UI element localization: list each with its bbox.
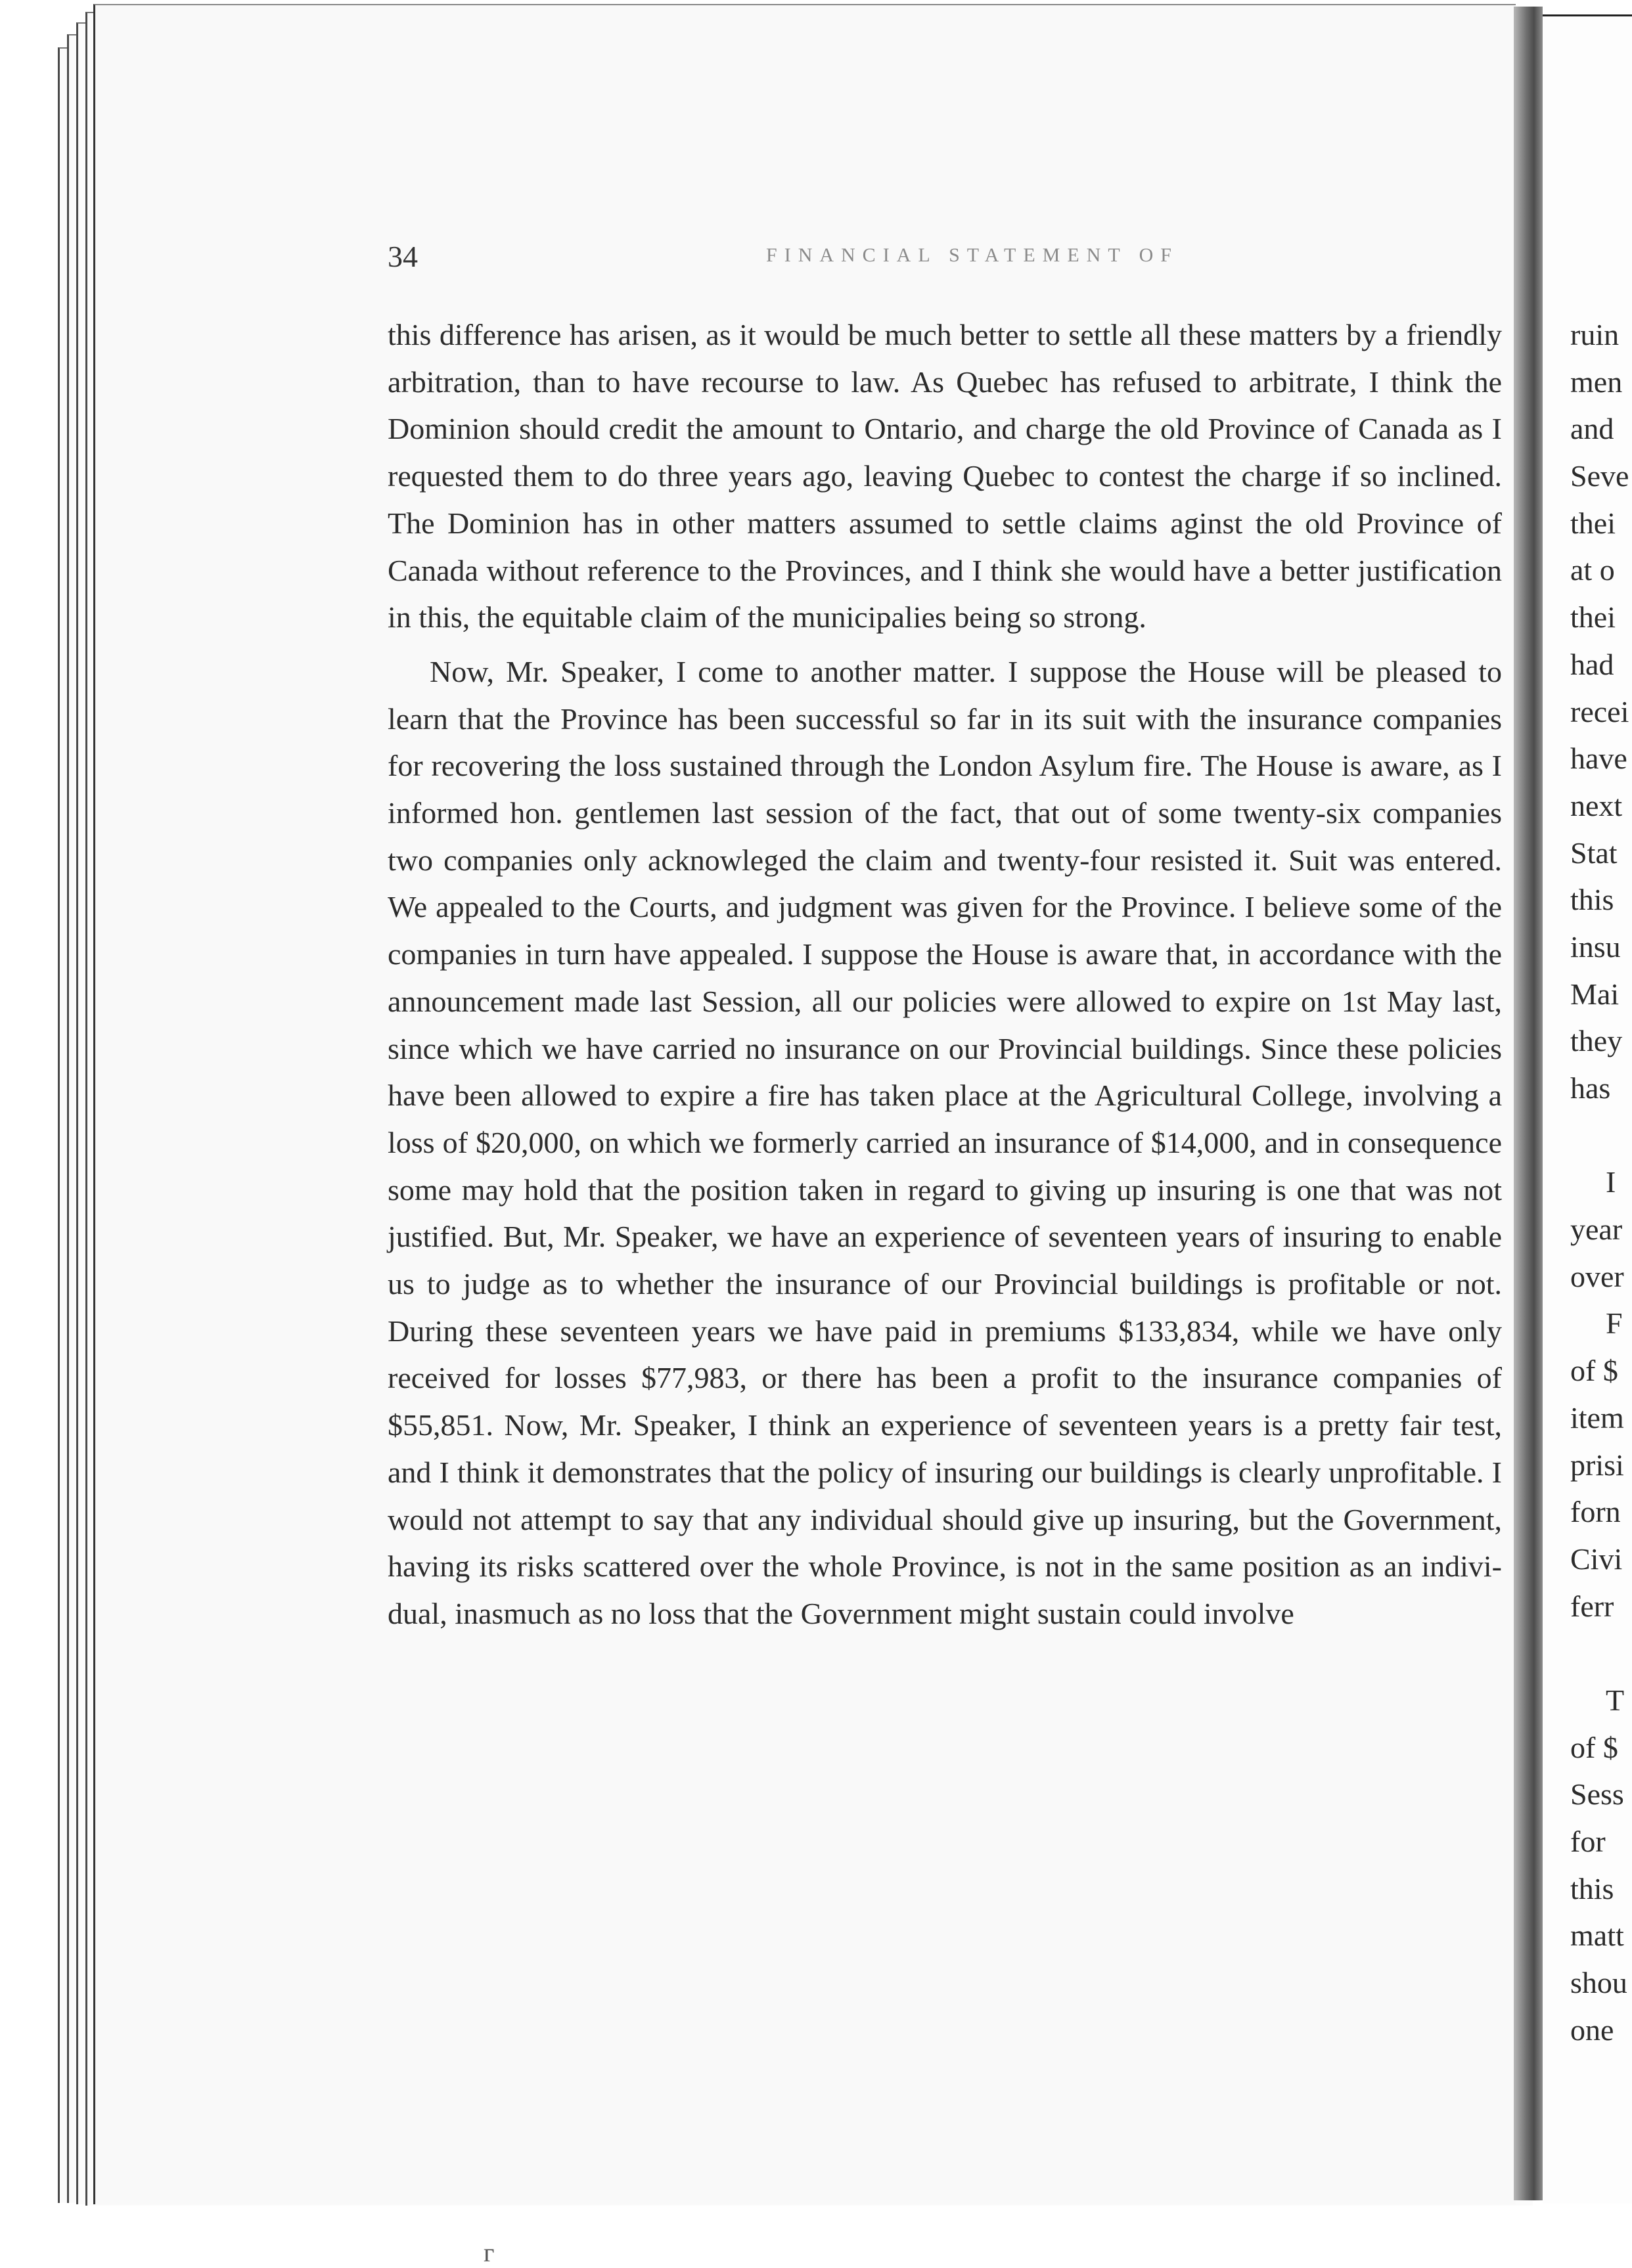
adjacent-line: recei (1570, 694, 1629, 728)
adjacent-line: had (1570, 647, 1614, 681)
adjacent-line: men (1570, 365, 1623, 399)
adjacent-line: F (1606, 1306, 1623, 1341)
adjacent-line: ruin (1570, 318, 1620, 351)
adjacent-line: forn (1570, 1495, 1621, 1529)
adjacent-line: they (1570, 1024, 1623, 1058)
adjacent-line: over (1570, 1259, 1624, 1293)
adjacent-line: year (1570, 1212, 1623, 1247)
adjacent-line: T (1606, 1683, 1625, 1717)
adjacent-line: for (1570, 1825, 1606, 1858)
adjacent-line: shou (1570, 1966, 1627, 2000)
adjacent-line (1570, 1630, 1632, 1677)
scan-bottom-margin (0, 2206, 1632, 2254)
adjacent-line: Civi (1570, 1542, 1623, 1576)
adjacent-line: one (1570, 2012, 1614, 2047)
adjacent-line: have (1570, 742, 1627, 776)
body-text (388, 311, 1502, 1637)
adjacent-line (1570, 1112, 1632, 1159)
adjacent-line: next (1570, 788, 1623, 822)
adjacent-line: Mai (1570, 977, 1620, 1011)
page-header (388, 239, 1505, 278)
adjacent-line: matt (1570, 1919, 1624, 1953)
adjacent-line: thei (1570, 600, 1616, 634)
adjacent-line: Sess (1570, 1777, 1624, 1812)
adjacent-line: item (1570, 1400, 1624, 1434)
adjacent-line: of $ (1570, 1354, 1618, 1388)
book-gutter (1514, 7, 1543, 2200)
adjacent-line: prisi (1570, 1448, 1624, 1482)
adjacent-line: this (1570, 1871, 1614, 1905)
adjacent-line: I (1606, 1165, 1616, 1199)
adjacent-line: at o (1570, 553, 1615, 587)
adjacent-line: has (1570, 1071, 1611, 1105)
adjacent-line: and (1570, 412, 1614, 446)
adjacent-line: thei (1570, 506, 1616, 540)
paragraph: Now, Mr. Speaker, I come to another matter. I suppose the House will be pleased to learn that the Province has been successful so far in its suit with the insurance companies for recovering the loss sustained through the London Asylum fire. The House is aware, as I informed hon. gentlemen last session of the fact, that out of some twenty-six companies two companies only acknowleged the claim and twenty-four resisted it. Suit was entered. We appealed to the Courts, and judgment was given for the Province. I believe some of the companies in turn have appealed. I suppose the House is aware that, in accordance with the announcement made last Session, all our policies were allowed to expire on 1st May last, since which we have carried no insurance on our Provincial buildings. Since these policies have been allowed to expire a fire has taken place at the Agricultural College, involving a loss of $20,000, on which we formerly carried an insurance of $14,000, and in consequence some may hold that the position taken in regard to giving up insuring is one that was not justified. But, Mr. Speaker, we have an experience of seventeen years of insuring to enable us to judge as to whether the insurance of our Provincial buildings is profitable or not. During these seventeen years we have paid in premiums $133,834, while we have only received for losses $77,983, or there has been a profit to the insurance companies of $55,851. Now, Mr. Speaker, I think an experience of seventeen years is a pretty fair test, and I think it demonstrates that the policy of insuring our buildings is clearly unprofitable. I would not attempt to say that any individual should give up insuring, but the Government, having its risks scattered over the whole Province, is not in the same position as an individual, inasmuch as no loss that the Government might sustain could involve (388, 654, 1502, 1630)
adjacent-line: Stat (1570, 835, 1618, 870)
page-number: 34 (388, 240, 418, 273)
adjacent-line: insu (1570, 929, 1621, 964)
running-title: FINANCIAL STATEMENT OF (766, 244, 1179, 266)
adjacent-line: this (1570, 883, 1614, 917)
adjacent-line: of $ (1570, 1730, 1618, 1764)
paragraph: this difference has arisen, as it would be much better to settle all these matters by a friendly arbitration, than to have recourse to law. As Quebec has refused to arbitrate, I think the Dominion should credit the amount to Ontario, and charge the old Province of Canada as I requested them to do three years ago, leaving Quebec to contest the charge if so inclined. The Dominion has in other matters assumed to settle claims aginst the old Province of Canada without reference to the Provinces, and I think she would have a better justification in this, the equitable claim of the municipalies being so strong. (388, 318, 1502, 634)
adjacent-line: Seve (1570, 459, 1629, 493)
adjacent-line: ferr (1570, 1589, 1614, 1623)
scan-mark: г (484, 2238, 495, 2267)
adjacent-page-text (1570, 311, 1632, 2053)
